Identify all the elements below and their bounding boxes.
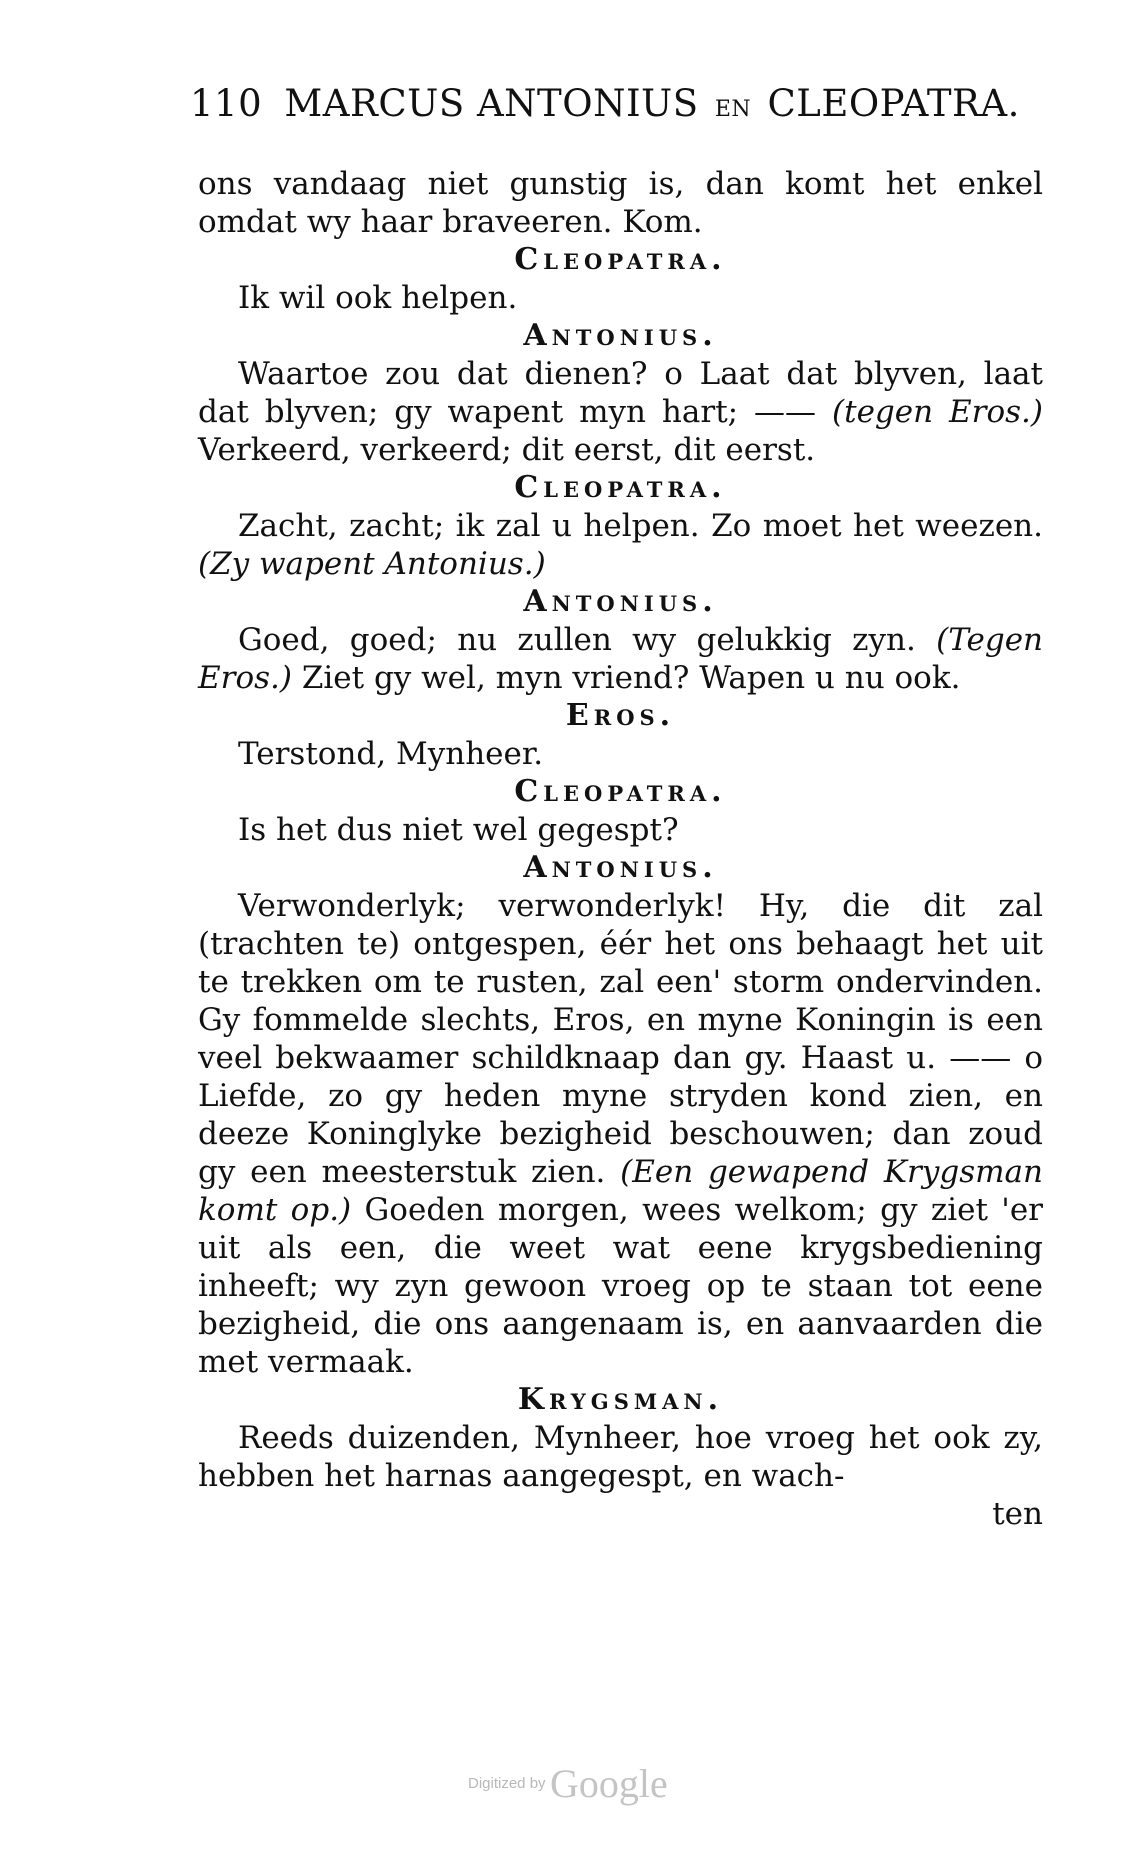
- header-title-joiner: EN: [714, 97, 752, 122]
- speech-paragraph: Goed, goed; nu zullen wy gelukkig zyn. (Tegen Eros.) Ziet gy wel, myn vriend? Wapen u nu ook.: [198, 622, 1044, 696]
- text-continuation: ons vandaag niet gunstig is, dan komt het enkel omdat wy haar braveeren. Kom.: [198, 166, 1043, 240]
- stage-direction: (Een gewapend Krygsman komt op.): [198, 1154, 1043, 1228]
- speech-paragraph: Verwonderlyk; verwonderlyk! Hy, die dit zal (trachten te) ontgespen, éér het ons behaagt het uit te trekken om te rusten, zal een' storm ondervinden. Gy fommelde slechts, Eros, en myne Koningin is een veel bekwaamer schildknaap dan gy. Haast u. —— o Liefde, zo gy heden myne stryden kond zien, en deeze Koninglyke bezigheid beschouwen; dan zoud gy een meesterstuk zien. (Een gewapend Krygsman komt op.) Goeden morgen, wees welkom; gy ziet 'er uit als een, die weet wat eene krygsbediening inheeft; wy zyn gewoon vroeg op te staan tot eene bezigheid, die ons aangenaam is, en aanvaarden die met vermaak.: [198, 888, 1043, 1380]
- digitization-watermark: [468, 1760, 668, 1807]
- speaker-heading: Antonius.: [523, 584, 718, 619]
- page-body: [198, 165, 1043, 1533]
- stage-direction: (Tegen Eros.): [198, 622, 1044, 696]
- google-logo: Google: [550, 1761, 668, 1806]
- speaker-heading: Antonius.: [523, 850, 718, 885]
- speaker-heading: Cleopatra.: [514, 470, 727, 505]
- watermark-prefix: Digitized by: [468, 1775, 546, 1792]
- speech-paragraph: Waartoe zou dat dienen? o Laat dat blyven, laat dat blyven; gy wapent myn hart; —— (tegen Eros.) Verkeerd, verkeerd; dit eerst, dit eerst.: [198, 356, 1043, 468]
- speaker-heading: Cleopatra.: [514, 242, 727, 277]
- speaker-heading: Krygsman.: [517, 1382, 724, 1417]
- speaker-heading: Eros.: [565, 698, 676, 733]
- speech-paragraph: Zacht, zacht; ik zal u helpen. Zo moet het weezen. (Zy wapent Antonius.): [198, 508, 1043, 582]
- running-header: [190, 82, 1020, 125]
- speech-paragraph: Reeds duizenden, Mynheer, hoe vroeg het ook zy, hebben het harnas aangegespt, en wach-: [198, 1420, 1043, 1494]
- speech-paragraph: Ik wil ook helpen.: [238, 280, 518, 316]
- page-number: 110: [190, 82, 263, 125]
- speech-paragraph: Is het dus niet wel gegespt?: [238, 812, 679, 848]
- stage-direction: (Zy wapent Antonius.): [198, 546, 546, 582]
- stage-direction: (tegen Eros.): [832, 394, 1043, 430]
- speech-paragraph: Terstond, Mynheer.: [238, 736, 544, 772]
- catchword: ten: [992, 1496, 1043, 1532]
- header-title-left: MARCUS ANTONIUS: [284, 82, 699, 125]
- header-title-right: CLEOPATRA.: [767, 82, 1020, 125]
- speaker-heading: Antonius.: [523, 318, 718, 353]
- speaker-heading: Cleopatra.: [514, 774, 727, 809]
